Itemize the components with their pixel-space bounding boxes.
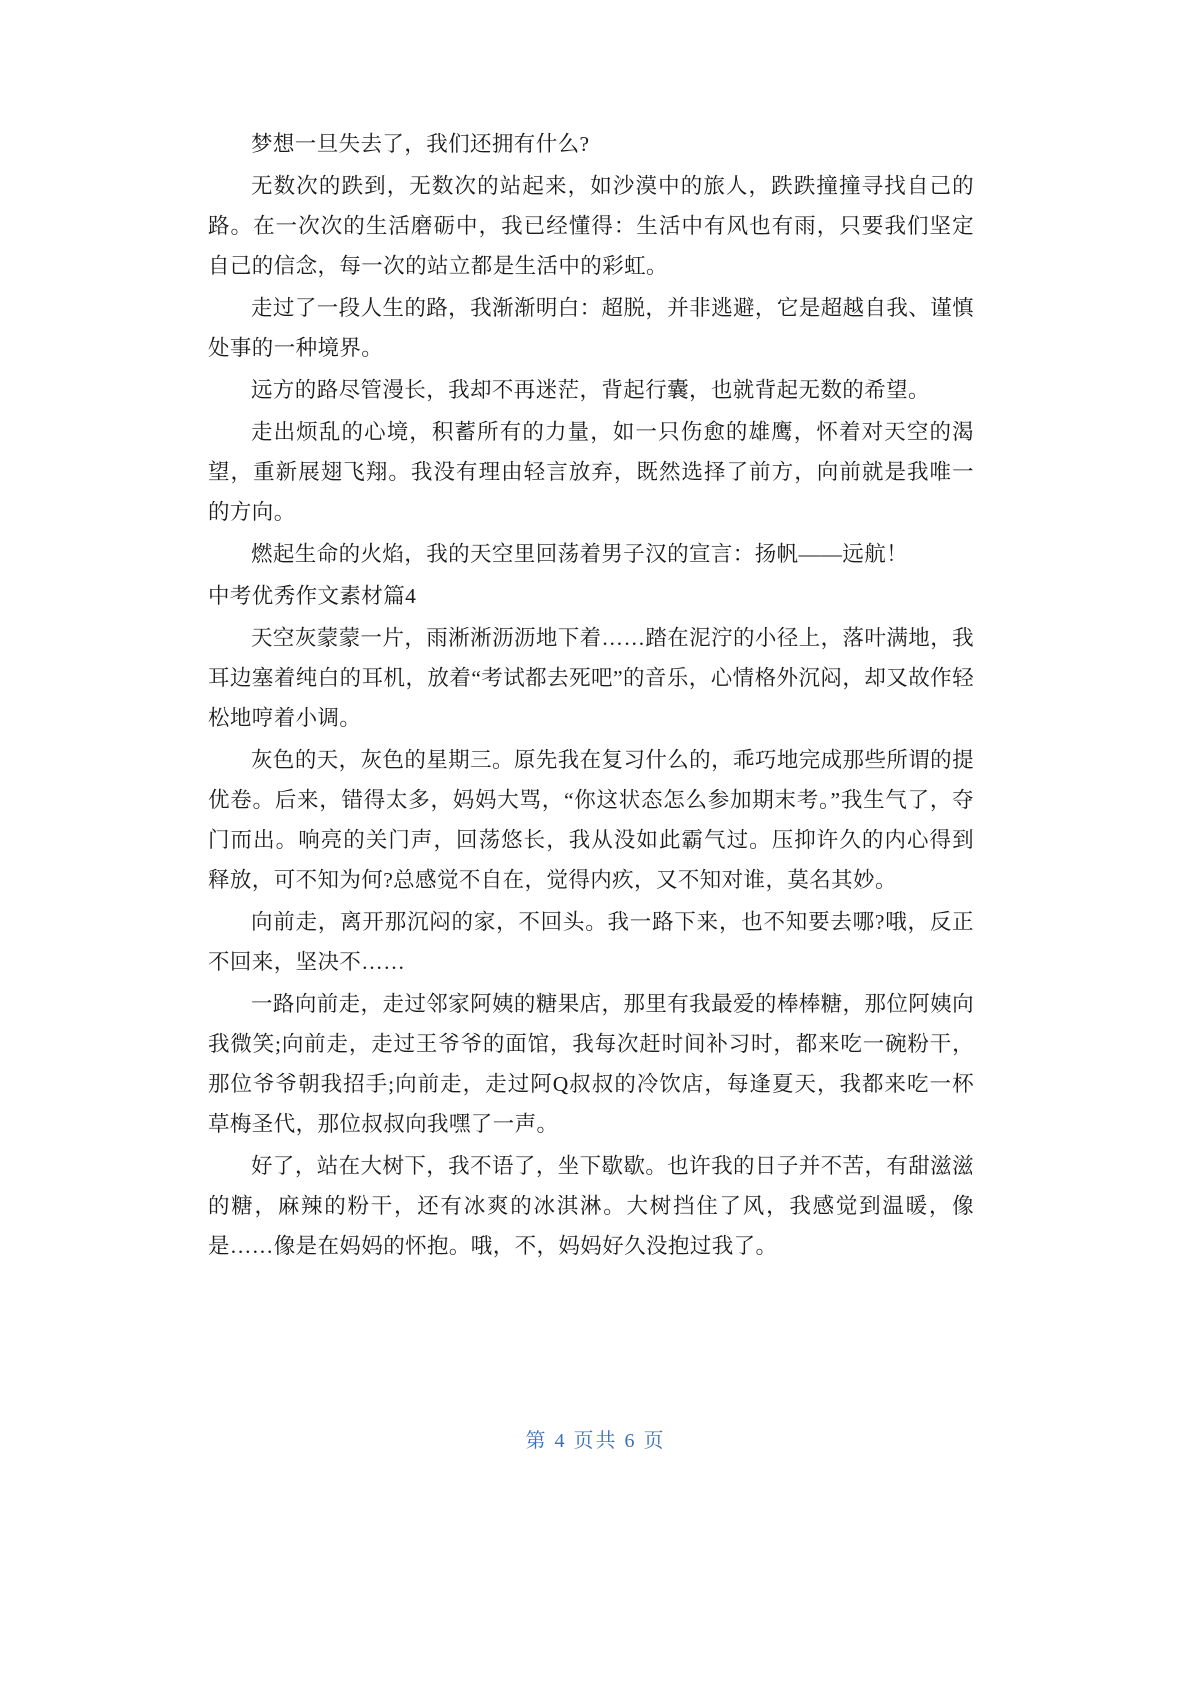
document-body — [208, 125, 974, 1269]
footer-suffix: 页 — [643, 1430, 666, 1452]
paragraph: 走出烦乱的心境，积蓄所有的力量，如一只伤愈的雄鹰，怀着对天空的渴望，重新展翅飞翔。我没有理由轻言放弃，既然选择了前方，向前就是我唯一的方向。 — [208, 419, 974, 524]
paragraph: 远方的路尽管漫长，我却不再迷茫，背起行囊，也就背起无数的希望。 — [251, 377, 930, 402]
paragraph: 无数次的跌到，无数次的站起来，如沙漠中的旅人，跌跌撞撞寻找自己的路。在一次次的生活磨砺中，我已经懂得：生活中有风也有雨，只要我们坚定自己的信念，每一次的站立都是生活中的彩虹。 — [208, 173, 974, 278]
paragraph: 梦想一旦失去了，我们还拥有什么? — [251, 132, 590, 156]
footer-total-pages: 6 — [624, 1430, 637, 1452]
paragraph: 天空灰蒙蒙一片，雨淅淅沥沥地下着……踏在泥泞的小径上，落叶满地，我耳边塞着纯白的耳机，放着“考试都去死吧”的音乐，心情格外沉闷，却又故作轻松地哼着小调。 — [208, 625, 974, 730]
footer-prefix: 第 — [525, 1430, 548, 1452]
section-heading: 中考优秀作文素材篇4 — [208, 583, 417, 608]
paragraph: 燃起生命的火焰，我的天空里回荡着男子汉的宣言：扬帆——远航！ — [251, 541, 909, 566]
page-footer — [0, 1424, 1191, 1453]
footer-current-page: 4 — [554, 1430, 567, 1452]
paragraph: 向前走，离开那沉闷的家，不回头。我一路下来，也不知要去哪?哦，反正不回来，坚决不…… — [208, 909, 974, 974]
paragraph: 好了，站在大树下，我不语了，坐下歇歇。也许我的日子并不苦，有甜滋滋的糖，麻辣的粉干，还有冰爽的冰淇淋。大树挡住了风，我感觉到温暖，像是……像是在妈妈的怀抱。哦，不，妈妈好久没抱过我了。 — [208, 1153, 974, 1258]
footer-middle: 页共 — [573, 1430, 618, 1452]
paragraph: 走过了一段人生的路，我渐渐明白：超脱，并非逃避，它是超越自我、谨慎处事的一种境界。 — [208, 295, 974, 360]
paragraph: 灰色的天，灰色的星期三。原先我在复习什么的，乖巧地完成那些所谓的提优卷。后来，错得太多，妈妈大骂，“你这状态怎么参加期末考。”我生气了，夺门而出。响亮的关门声，回荡悠长，我从没如此霸气过。压抑许久的内心得到释放，可不知为何?总感觉不自在，觉得内疚，又不知对谁，莫名其妙。 — [208, 747, 974, 892]
paragraph: 一路向前走，走过邻家阿姨的糖果店，那里有我最爱的棒棒糖，那位阿姨向我微笑;向前走，走过王爷爷的面馆，我每次赶时间补习时，都来吃一碗粉干，那位爷爷朝我招手;向前走，走过阿Q叔叔的冷饮店，每逢夏天，我都来吃一杯草梅圣代，那位叔叔向我嘿了一声。 — [208, 991, 974, 1136]
